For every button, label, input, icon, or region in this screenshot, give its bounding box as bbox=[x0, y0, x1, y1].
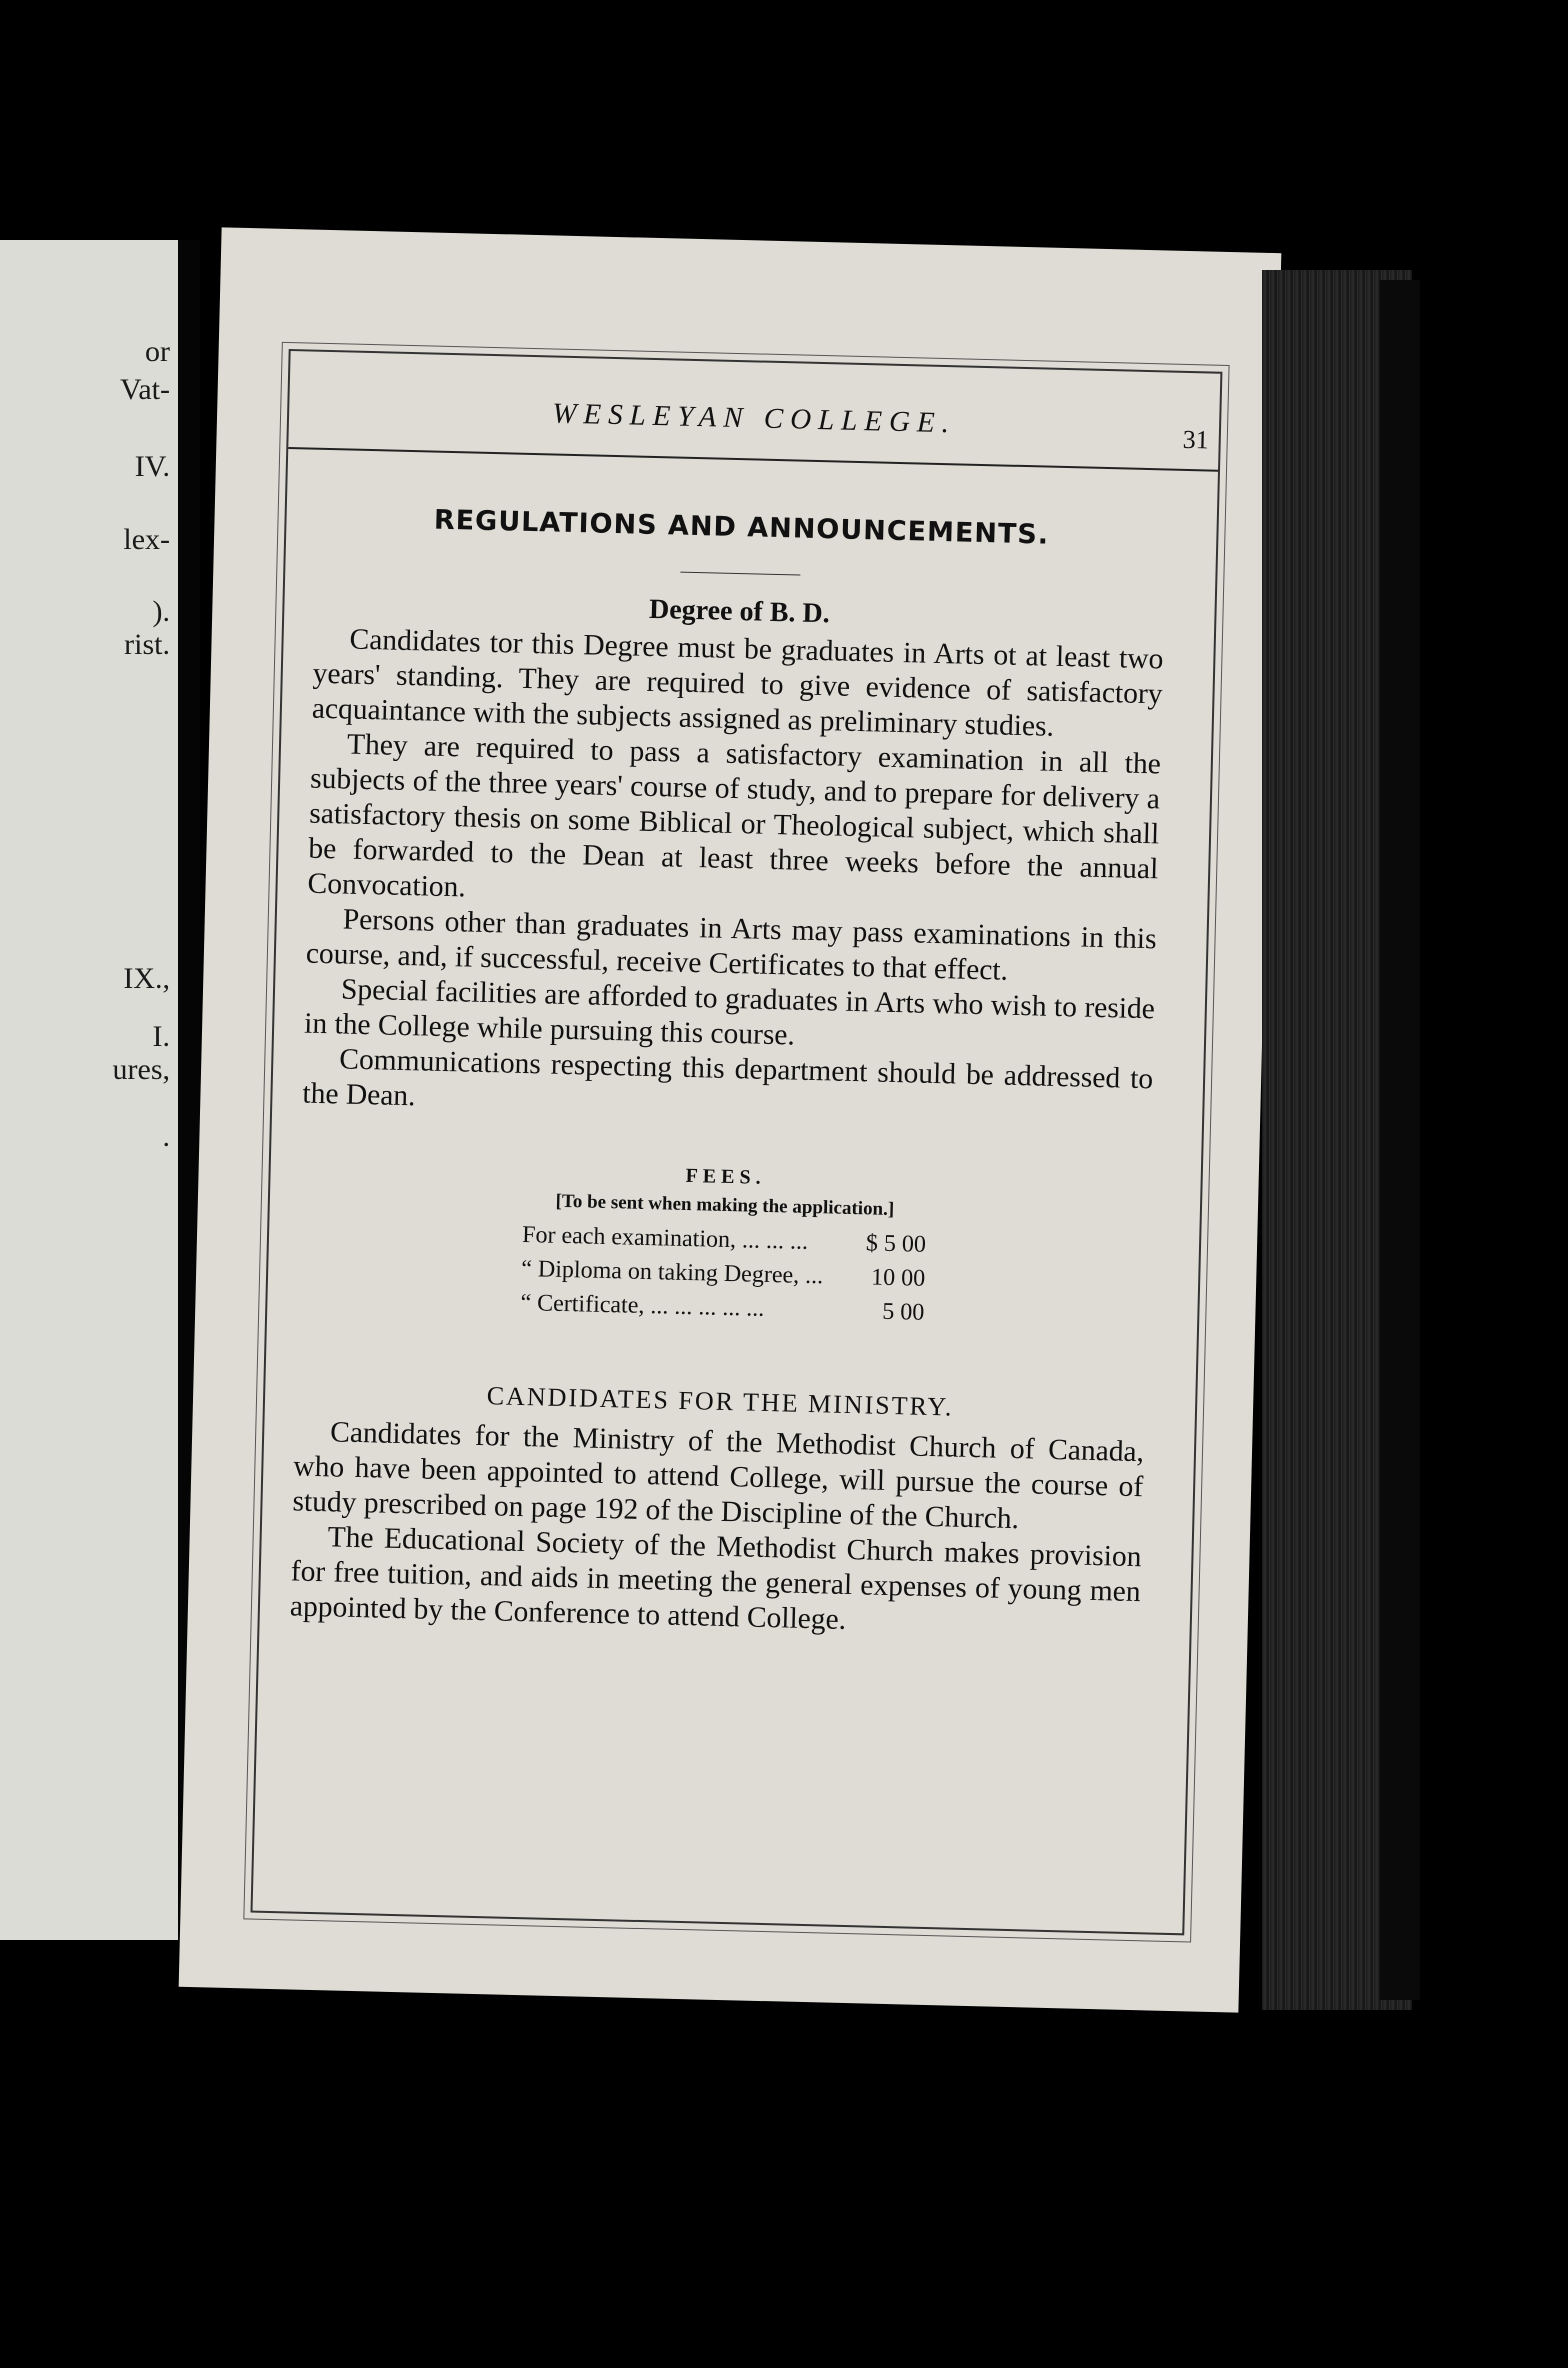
left-fragment: or bbox=[145, 335, 170, 368]
fee-amount: 5 00 bbox=[881, 1298, 925, 1326]
fee-amount: $ 5 00 bbox=[865, 1230, 927, 1258]
fee-label: “ Certificate, ... ... ... ... ... bbox=[520, 1289, 765, 1322]
degree-paragraph: Candidates tor this Degree must be graduates in Arts ot at least two years' standing. They are required to give evidence of satisfactory acquaintance with the subjects assigned as preliminary studies. bbox=[311, 623, 1164, 743]
degree-paragraph: Special facilities are afforded to graduates in Arts who wish to reside in the College while pursuing this course. bbox=[303, 973, 1156, 1052]
section-title: REGULATIONS AND ANNOUNCEMENTS. bbox=[433, 504, 1050, 551]
book-cover-edge bbox=[1380, 280, 1420, 2000]
left-fragment: lex- bbox=[123, 523, 170, 556]
left-fragment: Vat- bbox=[120, 373, 170, 406]
left-facing-page bbox=[0, 240, 178, 1940]
page-number: 31 bbox=[1182, 424, 1210, 455]
left-fragment: ). bbox=[152, 595, 170, 628]
left-fragment: I. bbox=[152, 1020, 170, 1053]
ministry-title: CANDIDATES FOR THE MINISTRY. bbox=[486, 1381, 954, 1422]
degree-paragraph: They are required to pass a satisfactory examination in all the subjects of the three years' course of study, and to prepare for delivery a satisfactory thesis on some Biblical or Theological subject, which shall be forwarded to the Dean at least three weeks before the annual Convocation. bbox=[307, 728, 1162, 904]
running-head: WESLEYAN COLLEGE. bbox=[551, 397, 957, 440]
left-fragment: IV. bbox=[134, 450, 170, 483]
degree-paragraph: Communications respecting this department should be addressed to the Dean. bbox=[302, 1043, 1154, 1113]
fee-label: “ Diploma on taking Degree, ... bbox=[521, 1255, 824, 1290]
degree-paragraph: Persons other than graduates in Arts may pass examinations in this course, and, if successful, receive Certificates to that effect. bbox=[305, 903, 1157, 987]
left-fragment: rist. bbox=[124, 628, 170, 661]
page-frame bbox=[250, 349, 1222, 1935]
left-fragment: IX., bbox=[123, 962, 170, 995]
page-content bbox=[290, 502, 1167, 1645]
book-page bbox=[179, 227, 1282, 2012]
left-fragment: . bbox=[162, 1120, 170, 1153]
degree-heading: Degree of B. D. bbox=[648, 593, 831, 630]
fees-title: FEES. bbox=[685, 1164, 766, 1189]
fees-note: [To be sent when making the application.] bbox=[555, 1190, 895, 1221]
ministry-paragraph: Candidates for the Ministry of the Methodist Church of Canada, who have been appointed to attend College, will pursue the course of study prescribed on page 192 of the Discipline of the Church. bbox=[292, 1416, 1145, 1536]
fee-amount: 10 00 bbox=[870, 1264, 926, 1292]
ministry-paragraph: The Educational Society of the Methodist Church makes provision for free tuition, and aids in meeting the general expenses of young men appointed by the Conference to attend College. bbox=[289, 1521, 1142, 1636]
header-rule bbox=[288, 447, 1218, 472]
section-divider bbox=[680, 572, 800, 576]
left-fragment: ures, bbox=[112, 1053, 170, 1086]
fee-label: For each examination, ... ... ... bbox=[521, 1221, 809, 1255]
fees-table bbox=[514, 1218, 932, 1330]
